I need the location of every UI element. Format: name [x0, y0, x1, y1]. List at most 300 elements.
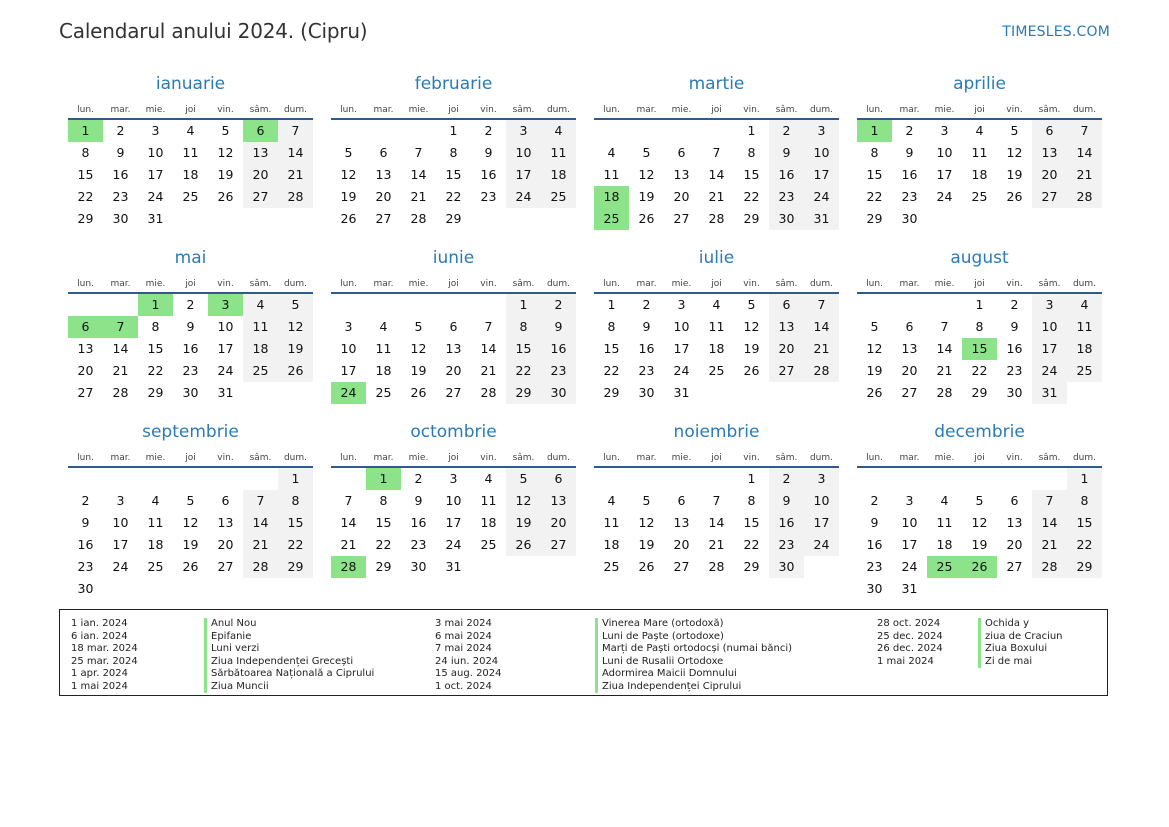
day-cell: 21	[804, 338, 839, 360]
day-cell: 7	[712, 145, 721, 160]
day-cell: 5	[344, 145, 353, 160]
day-cell: 11	[147, 515, 164, 530]
day-cell: 1	[278, 468, 313, 490]
weekday-label: mie.	[934, 105, 955, 115]
empty-cell	[629, 120, 664, 142]
day-cell: 13	[217, 515, 234, 530]
day-cell: 7	[484, 319, 493, 334]
day-cell: 21	[1032, 534, 1067, 556]
day-cell: 16	[769, 164, 804, 186]
brand-link[interactable]: TIMESLES.COM	[1002, 24, 1110, 40]
holiday-dates-col1	[71, 618, 138, 693]
day-cell: 12	[743, 319, 760, 334]
weekday-label: dum.	[546, 279, 571, 289]
day-cell: 4	[712, 297, 721, 312]
day-cell: 13	[445, 341, 462, 356]
day-cell: 17	[804, 164, 839, 186]
weekday-label: mie.	[408, 453, 429, 463]
days-grid	[594, 294, 839, 404]
day-cell: 23	[77, 559, 94, 574]
weekday-label: lun.	[340, 279, 357, 289]
holiday-day-cell: 25	[594, 208, 629, 230]
day-cell: 23	[769, 186, 804, 208]
day-cell: 25	[147, 559, 164, 574]
weekday-label: lun.	[866, 453, 883, 463]
day-cell: 12	[866, 341, 883, 356]
day-cell: 12	[182, 515, 199, 530]
days-grid	[594, 120, 839, 230]
weekday-label: sâm.	[249, 279, 272, 289]
day-cell: 26	[866, 385, 883, 400]
day-cell: 3	[1032, 294, 1067, 316]
day-cell: 5	[870, 319, 879, 334]
day-cell: 29	[603, 385, 620, 400]
day-cell: 12	[340, 167, 357, 182]
month-iunie	[331, 246, 576, 420]
day-cell: 19	[278, 338, 313, 360]
weekday-label: vin.	[217, 279, 234, 289]
day-cell: 31	[673, 385, 690, 400]
day-cell: 4	[541, 120, 576, 142]
day-cell: 7	[414, 145, 423, 160]
day-cell: 29	[445, 211, 462, 226]
day-cell: 18	[375, 363, 392, 378]
month-februarie	[331, 72, 576, 246]
day-cell: 22	[445, 189, 462, 204]
day-cell: 20	[769, 338, 804, 360]
day-cell: 28	[480, 385, 497, 400]
weekday-label: mie.	[145, 279, 166, 289]
day-cell: 24	[673, 363, 690, 378]
day-cell: 4	[379, 319, 388, 334]
weekday-label: sâm.	[249, 105, 272, 115]
weekday-label: mie.	[145, 105, 166, 115]
day-cell: 26	[1006, 189, 1023, 204]
day-cell: 11	[971, 145, 988, 160]
day-cell: 24	[506, 186, 541, 208]
day-cell: 3	[506, 120, 541, 142]
weekday-label: mar.	[899, 105, 920, 115]
weekday-label: sâm.	[1038, 105, 1061, 115]
weekday-label: lun.	[603, 279, 620, 289]
weekday-label: lun.	[340, 105, 357, 115]
weekday-label: vin.	[480, 453, 497, 463]
empty-cell	[331, 468, 366, 490]
empty-cell	[1032, 468, 1067, 490]
day-cell: 24	[445, 537, 462, 552]
page-title: Calendarul anului 2024. (Cipru)	[59, 19, 368, 43]
weekday-header	[331, 270, 576, 294]
weekday-label: sâm.	[512, 453, 535, 463]
empty-cell	[103, 468, 138, 490]
day-cell: 24	[936, 189, 953, 204]
weekday-label: mar.	[636, 279, 657, 289]
month-mai	[68, 246, 313, 420]
day-cell: 19	[340, 189, 357, 204]
day-cell: 11	[243, 316, 278, 338]
day-cell: 14	[480, 341, 497, 356]
day-cell: 30	[77, 581, 94, 596]
day-cell: 30	[182, 385, 199, 400]
weekday-label: vin.	[1006, 105, 1023, 115]
day-cell: 23	[769, 534, 804, 556]
weekday-label: dum.	[1072, 105, 1097, 115]
days-grid	[857, 468, 1102, 600]
weekday-label: vin.	[1006, 279, 1023, 289]
day-cell: 15	[743, 167, 760, 182]
holiday-date: 1 oct. 2024	[435, 680, 492, 692]
day-cell: 29	[375, 559, 392, 574]
empty-cell	[471, 294, 506, 316]
day-cell: 25	[243, 360, 278, 382]
day-cell: 10	[804, 142, 839, 164]
weekday-label: mie.	[671, 453, 692, 463]
day-cell: 26	[638, 211, 655, 226]
day-cell: 13	[1006, 515, 1023, 530]
day-cell: 4	[940, 493, 949, 508]
holiday-date: 1 apr. 2024	[71, 668, 129, 679]
empty-cell	[366, 294, 401, 316]
day-cell: 2	[769, 120, 804, 142]
day-cell: 23	[901, 189, 918, 204]
days-grid	[857, 120, 1102, 230]
day-cell: 10	[936, 145, 953, 160]
holiday-name: Luni de Rusalii Ortodoxe	[595, 656, 792, 669]
days-grid	[68, 294, 313, 404]
month-septembrie	[68, 420, 313, 594]
day-cell: 27	[1006, 559, 1023, 574]
day-cell: 4	[151, 493, 160, 508]
weekday-label: mie.	[408, 279, 429, 289]
day-cell: 7	[804, 294, 839, 316]
day-cell: 14	[243, 512, 278, 534]
weekday-label: mar.	[636, 453, 657, 463]
day-cell: 17	[147, 167, 164, 182]
day-cell: 1	[607, 297, 616, 312]
day-cell: 23	[480, 189, 497, 204]
day-cell: 3	[677, 297, 686, 312]
day-cell: 21	[708, 537, 725, 552]
day-cell: 1	[975, 297, 984, 312]
day-cell: 11	[936, 515, 953, 530]
day-cell: 17	[340, 363, 357, 378]
holiday-day-cell: 1	[138, 294, 173, 316]
empty-cell	[68, 294, 103, 316]
weekday-label: vin.	[743, 105, 760, 115]
day-cell: 10	[901, 515, 918, 530]
day-cell: 7	[243, 490, 278, 512]
day-cell: 23	[410, 537, 427, 552]
day-cell: 16	[541, 338, 576, 360]
empty-cell	[68, 468, 103, 490]
weekday-label: lun.	[77, 279, 94, 289]
day-cell: 29	[743, 559, 760, 574]
day-cell: 18	[182, 167, 199, 182]
empty-cell	[594, 120, 629, 142]
weekday-header	[331, 444, 576, 468]
day-cell: 30	[638, 385, 655, 400]
day-cell: 30	[901, 211, 918, 226]
day-cell: 9	[186, 319, 195, 334]
holiday-day-cell: 18	[594, 186, 629, 208]
day-cell: 22	[506, 360, 541, 382]
weekday-label: dum.	[283, 105, 308, 115]
holiday-dates-col2	[435, 618, 502, 693]
day-cell: 19	[1006, 167, 1023, 182]
day-cell: 11	[708, 319, 725, 334]
weekday-label: mar.	[110, 105, 131, 115]
empty-cell	[138, 468, 173, 490]
day-cell: 28	[278, 186, 313, 208]
weekday-label: vin.	[743, 279, 760, 289]
month-name: septembrie	[142, 422, 239, 442]
weekday-label: lun.	[866, 105, 883, 115]
weekday-label: lun.	[77, 105, 94, 115]
day-cell: 25	[182, 189, 199, 204]
month-name: august	[950, 248, 1009, 268]
month-decembrie	[857, 420, 1102, 594]
month-name: februarie	[414, 74, 493, 94]
weekday-header	[594, 444, 839, 468]
day-cell: 30	[866, 581, 883, 596]
day-cell: 26	[278, 360, 313, 382]
day-cell: 16	[410, 515, 427, 530]
day-cell: 11	[375, 341, 392, 356]
day-cell: 10	[340, 341, 357, 356]
holiday-day-cell: 28	[331, 556, 366, 578]
holiday-name: Adormirea Maicii Domnului	[595, 668, 792, 681]
day-cell: 10	[673, 319, 690, 334]
month-name: iulie	[698, 248, 735, 268]
day-cell: 9	[870, 515, 879, 530]
day-cell: 6	[677, 145, 686, 160]
weekday-label: dum.	[546, 453, 571, 463]
day-cell: 3	[905, 493, 914, 508]
empty-cell	[962, 468, 997, 490]
empty-cell	[629, 468, 664, 490]
holiday-name: Ziua Independenței Ciprului	[595, 681, 792, 694]
weekday-label: joi	[448, 105, 459, 115]
day-cell: 9	[905, 145, 914, 160]
day-cell: 14	[278, 142, 313, 164]
day-cell: 8	[747, 493, 756, 508]
day-cell: 6	[379, 145, 388, 160]
day-cell: 1	[506, 294, 541, 316]
days-grid	[331, 294, 576, 404]
day-cell: 21	[278, 164, 313, 186]
day-cell: 8	[870, 145, 879, 160]
weekday-header	[331, 96, 576, 120]
day-cell: 21	[112, 363, 129, 378]
day-cell: 7	[278, 120, 313, 142]
day-cell: 3	[116, 493, 125, 508]
day-cell: 8	[81, 145, 90, 160]
weekday-label: vin.	[743, 453, 760, 463]
day-cell: 31	[445, 559, 462, 574]
day-cell: 11	[603, 515, 620, 530]
day-cell: 5	[1010, 123, 1019, 138]
day-cell: 23	[182, 363, 199, 378]
day-cell: 1	[747, 471, 756, 486]
day-cell: 21	[243, 534, 278, 556]
day-cell: 4	[484, 471, 493, 486]
day-cell: 15	[506, 338, 541, 360]
holiday-name: ziua de Craciun	[978, 631, 1063, 644]
day-cell: 16	[182, 341, 199, 356]
holiday-date: 6 ian. 2024	[71, 630, 128, 642]
weekday-label: sâm.	[249, 453, 272, 463]
day-cell: 8	[449, 145, 458, 160]
month-name: ianuarie	[155, 74, 226, 94]
day-cell: 1	[1067, 468, 1102, 490]
empty-cell	[664, 468, 699, 490]
day-cell: 27	[375, 211, 392, 226]
day-cell: 22	[147, 363, 164, 378]
weekday-label: dum.	[809, 105, 834, 115]
day-cell: 2	[81, 493, 90, 508]
day-cell: 17	[506, 164, 541, 186]
day-cell: 30	[769, 208, 804, 230]
day-cell: 5	[642, 145, 651, 160]
holiday-date: 7 mai 2024	[435, 643, 492, 654]
holiday-name: Luni de Paște (ortodoxe)	[595, 631, 792, 644]
day-cell: 14	[708, 515, 725, 530]
day-cell: 5	[221, 123, 230, 138]
holiday-date: 24 iun. 2024	[435, 655, 499, 667]
day-cell: 28	[804, 360, 839, 382]
day-cell: 26	[638, 559, 655, 574]
holiday-legend	[59, 609, 1108, 696]
holiday-date: 18 mar. 2024	[71, 643, 138, 654]
day-cell: 4	[607, 145, 616, 160]
day-cell: 10	[804, 490, 839, 512]
weekday-header	[857, 444, 1102, 468]
holiday-date: 1 mai 2024	[877, 655, 934, 667]
month-name: octombrie	[410, 422, 497, 442]
day-cell: 1	[747, 123, 756, 138]
day-cell: 31	[147, 211, 164, 226]
empty-cell	[699, 468, 734, 490]
day-cell: 25	[480, 537, 497, 552]
holiday-date: 26 dec. 2024	[877, 643, 943, 654]
holiday-day-cell: 15	[962, 338, 997, 360]
day-cell: 31	[1032, 382, 1067, 404]
empty-cell	[927, 468, 962, 490]
day-cell: 23	[866, 559, 883, 574]
day-cell: 19	[182, 537, 199, 552]
month-name: iunie	[432, 248, 475, 268]
day-cell: 22	[278, 534, 313, 556]
day-cell: 1	[449, 123, 458, 138]
days-grid	[331, 468, 576, 578]
day-cell: 25	[708, 363, 725, 378]
month-noiembrie	[594, 420, 839, 594]
day-cell: 10	[147, 145, 164, 160]
day-cell: 20	[673, 537, 690, 552]
day-cell: 26	[410, 385, 427, 400]
day-cell: 22	[603, 363, 620, 378]
holiday-name: Luni verzi	[204, 643, 374, 656]
day-cell: 13	[541, 490, 576, 512]
day-cell: 29	[1067, 556, 1102, 578]
day-cell: 7	[1032, 490, 1067, 512]
day-cell: 6	[221, 493, 230, 508]
holiday-date: 3 mai 2024	[435, 618, 492, 629]
day-cell: 2	[1010, 297, 1019, 312]
weekday-label: mar.	[899, 279, 920, 289]
weekday-label: vin.	[480, 279, 497, 289]
day-cell: 12	[638, 515, 655, 530]
day-cell: 6	[541, 468, 576, 490]
day-cell: 11	[1067, 316, 1102, 338]
day-cell: 30	[1006, 385, 1023, 400]
holiday-day-cell: 24	[331, 382, 366, 404]
empty-cell	[997, 468, 1032, 490]
day-cell: 20	[445, 363, 462, 378]
empty-cell	[103, 294, 138, 316]
weekday-label: joi	[974, 453, 985, 463]
day-cell: 29	[147, 385, 164, 400]
day-cell: 7	[712, 493, 721, 508]
day-cell: 12	[410, 341, 427, 356]
weekday-label: mar.	[110, 453, 131, 463]
day-cell: 19	[638, 537, 655, 552]
day-cell: 17	[673, 341, 690, 356]
day-cell: 26	[217, 189, 234, 204]
holiday-day-cell: 26	[962, 556, 997, 578]
day-cell: 4	[186, 123, 195, 138]
day-cell: 27	[77, 385, 94, 400]
holiday-day-cell: 1	[857, 120, 892, 142]
day-cell: 22	[375, 537, 392, 552]
day-cell: 9	[116, 145, 125, 160]
day-cell: 10	[445, 493, 462, 508]
month-name: mai	[174, 248, 207, 268]
day-cell: 11	[541, 142, 576, 164]
day-cell: 2	[769, 468, 804, 490]
day-cell: 16	[480, 167, 497, 182]
day-cell: 27	[901, 385, 918, 400]
day-cell: 5	[278, 294, 313, 316]
holiday-date: 25 dec. 2024	[877, 630, 943, 642]
day-cell: 23	[1006, 363, 1023, 378]
weekday-label: joi	[711, 453, 722, 463]
holiday-date: 28 oct. 2024	[877, 618, 941, 629]
holiday-day-cell: 25	[927, 556, 962, 578]
day-cell: 27	[243, 186, 278, 208]
weekday-label: dum.	[283, 279, 308, 289]
empty-cell	[401, 120, 436, 142]
weekday-label: joi	[711, 279, 722, 289]
day-cell: 20	[1006, 537, 1023, 552]
empty-cell	[927, 294, 962, 316]
day-cell: 4	[975, 123, 984, 138]
day-cell: 9	[642, 319, 651, 334]
day-cell: 11	[182, 145, 199, 160]
day-cell: 6	[905, 319, 914, 334]
day-cell: 10	[1032, 316, 1067, 338]
day-cell: 27	[217, 559, 234, 574]
day-cell: 8	[747, 145, 756, 160]
day-cell: 2	[870, 493, 879, 508]
weekday-header	[857, 270, 1102, 294]
weekday-label: joi	[448, 279, 459, 289]
holiday-name: Ziua Independenței Grecești	[204, 656, 374, 669]
day-cell: 8	[506, 316, 541, 338]
day-cell: 3	[344, 319, 353, 334]
day-cell: 30	[410, 559, 427, 574]
day-cell: 31	[901, 581, 918, 596]
